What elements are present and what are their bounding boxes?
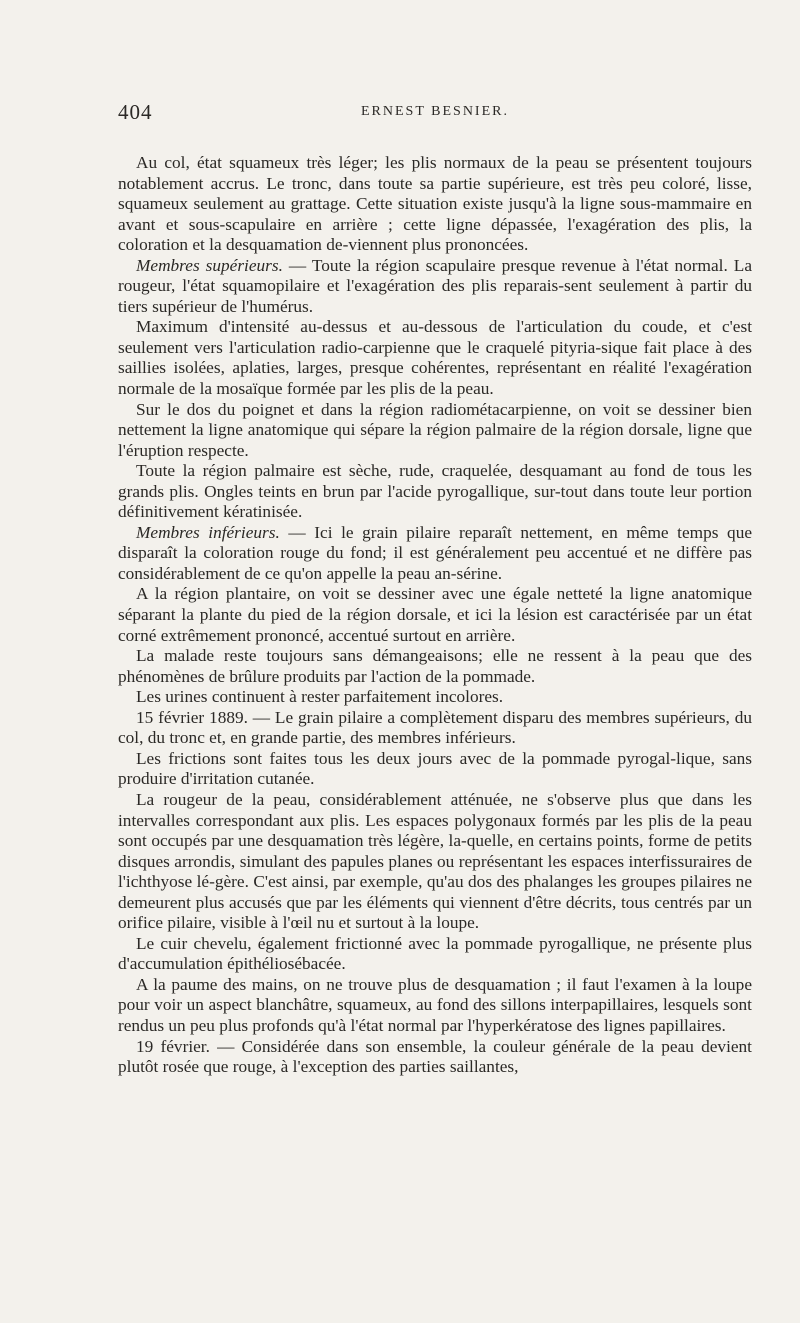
paragraph: Toute la région palmaire est sèche, rude, craquelée, desquamant au fond de tous les grands plis. Ongles teints en brun par l'acide pyrogallique, sur-tout dans toute leur portion définitivement kératinisée. [118,461,752,522]
paragraph: La rougeur de la peau, considérablement atténuée, ne s'observe plus que dans les intervalles correspondant aux plis. Les espaces polygonaux formés par les plis de la peau sont occupés par une desquamation très légère, la-quelle, en certains points, forme de petits disques arrondis, simulant des papules planes ou représentant les espaces interfissuraires de l'ichthyose lé-gère. C'est ainsi, par exemple, qu'au dos des phalanges les groupes pilaires ne demeurent plus accusés que par les éléments qui viennent d'être décrits, tous centrés par un orifice pilaire, visible à l'œil nu et surtout à la loupe. [118,789,752,933]
paragraph: Maximum d'intensité au-dessus et au-dessous de l'articulation du coude, et c'est seulement vers l'articulation radio-carpienne que le craquelé pityria-sique fait place à des saillies isolées, aplaties, larges, presque cohérentes, représentant en réalité l'exagération normale de la mosaïque formée par les plis de la peau. [118,317,752,399]
paragraph: Membres supérieurs. — Toute la région scapulaire presque revenue à l'état normal. La rougeur, l'état squamopilaire et l'exagération des plis reparais-sent seulement à partir du tiers supérieur de l'humérus. [118,255,752,316]
paragraph: 19 février. — Considérée dans son ensemble, la couleur générale de la peau devient plutôt rosée que rouge, à l'exception des parties saillantes, [118,1036,752,1077]
paragraph: Sur le dos du poignet et dans la région radiométacarpienne, on voit se dessiner bien nettement la ligne anatomique qui sépare la région palmaire de la région dorsale, ligne que l'éruption respecte. [118,399,752,460]
running-head: ERNEST BESNIER. [361,104,509,119]
page-number: 404 [118,100,153,124]
paragraph: Les urines continuent à rester parfaitement incolores. [136,687,504,707]
paragraph: Membres inférieurs. — Ici le grain pilaire reparaît nettement, en même temps que disparaît la coloration rouge du fond; il est généralement peu accentué et ne diffère pas considérablement de ce qu'on appelle la peau an-sérine. [118,522,752,583]
paragraph: 15 février 1889. — Le grain pilaire a complètement disparu des membres supérieurs, du col, du tronc et, en grande partie, des membres inférieurs. [118,707,752,748]
body-text [118,153,752,1078]
paragraph: La malade reste toujours sans démangeaisons; elle ne ressent à la peau que des phénomènes de brûlure produits par l'action de la pommade. [118,646,752,686]
paragraph: Les frictions sont faites tous les deux jours avec de la pommade pyrogal-lique, sans produire d'irritation cutanée. [118,748,752,789]
page-header [118,100,752,130]
paragraph: Le cuir chevelu, également frictionné avec la pommade pyrogallique, ne présente plus d'accumulation épithéliosébacée. [118,933,752,974]
paragraph: Au col, état squameux très léger; les plis normaux de la peau se présentent toujours notablement accrus. Le tronc, dans toute sa partie supérieure, est très peu coloré, lisse, squameux seulement au grattage. Cette situation existe jusqu'à la ligne sous-mammaire en avant et sous-scapulaire en arrière ; cette ligne dépassée, l'exagération des plis, la coloration et la desquamation de-viennent plus prononcées. [118,153,752,255]
paragraph: A la paume des mains, on ne trouve plus de desquamation ; il faut l'examen à la loupe pour voir un aspect blanchâtre, squameux, au fond des sillons interpapillaires, lesquels sont rendus un peu plus profonds qu'à l'état normal par l'hyperkératose des lignes papillaires. [118,974,752,1035]
section-lead: Membres supérieurs. [136,255,283,275]
section-lead: Membres inférieurs. [136,522,280,542]
paragraph: A la région plantaire, on voit se dessiner avec une égale netteté la ligne anatomique séparant la plante du pied de la région dorsale, et ici la lésion est caractérisée par un état corné extrêmement prononcé, accentué surtout en arrière. [118,584,752,645]
